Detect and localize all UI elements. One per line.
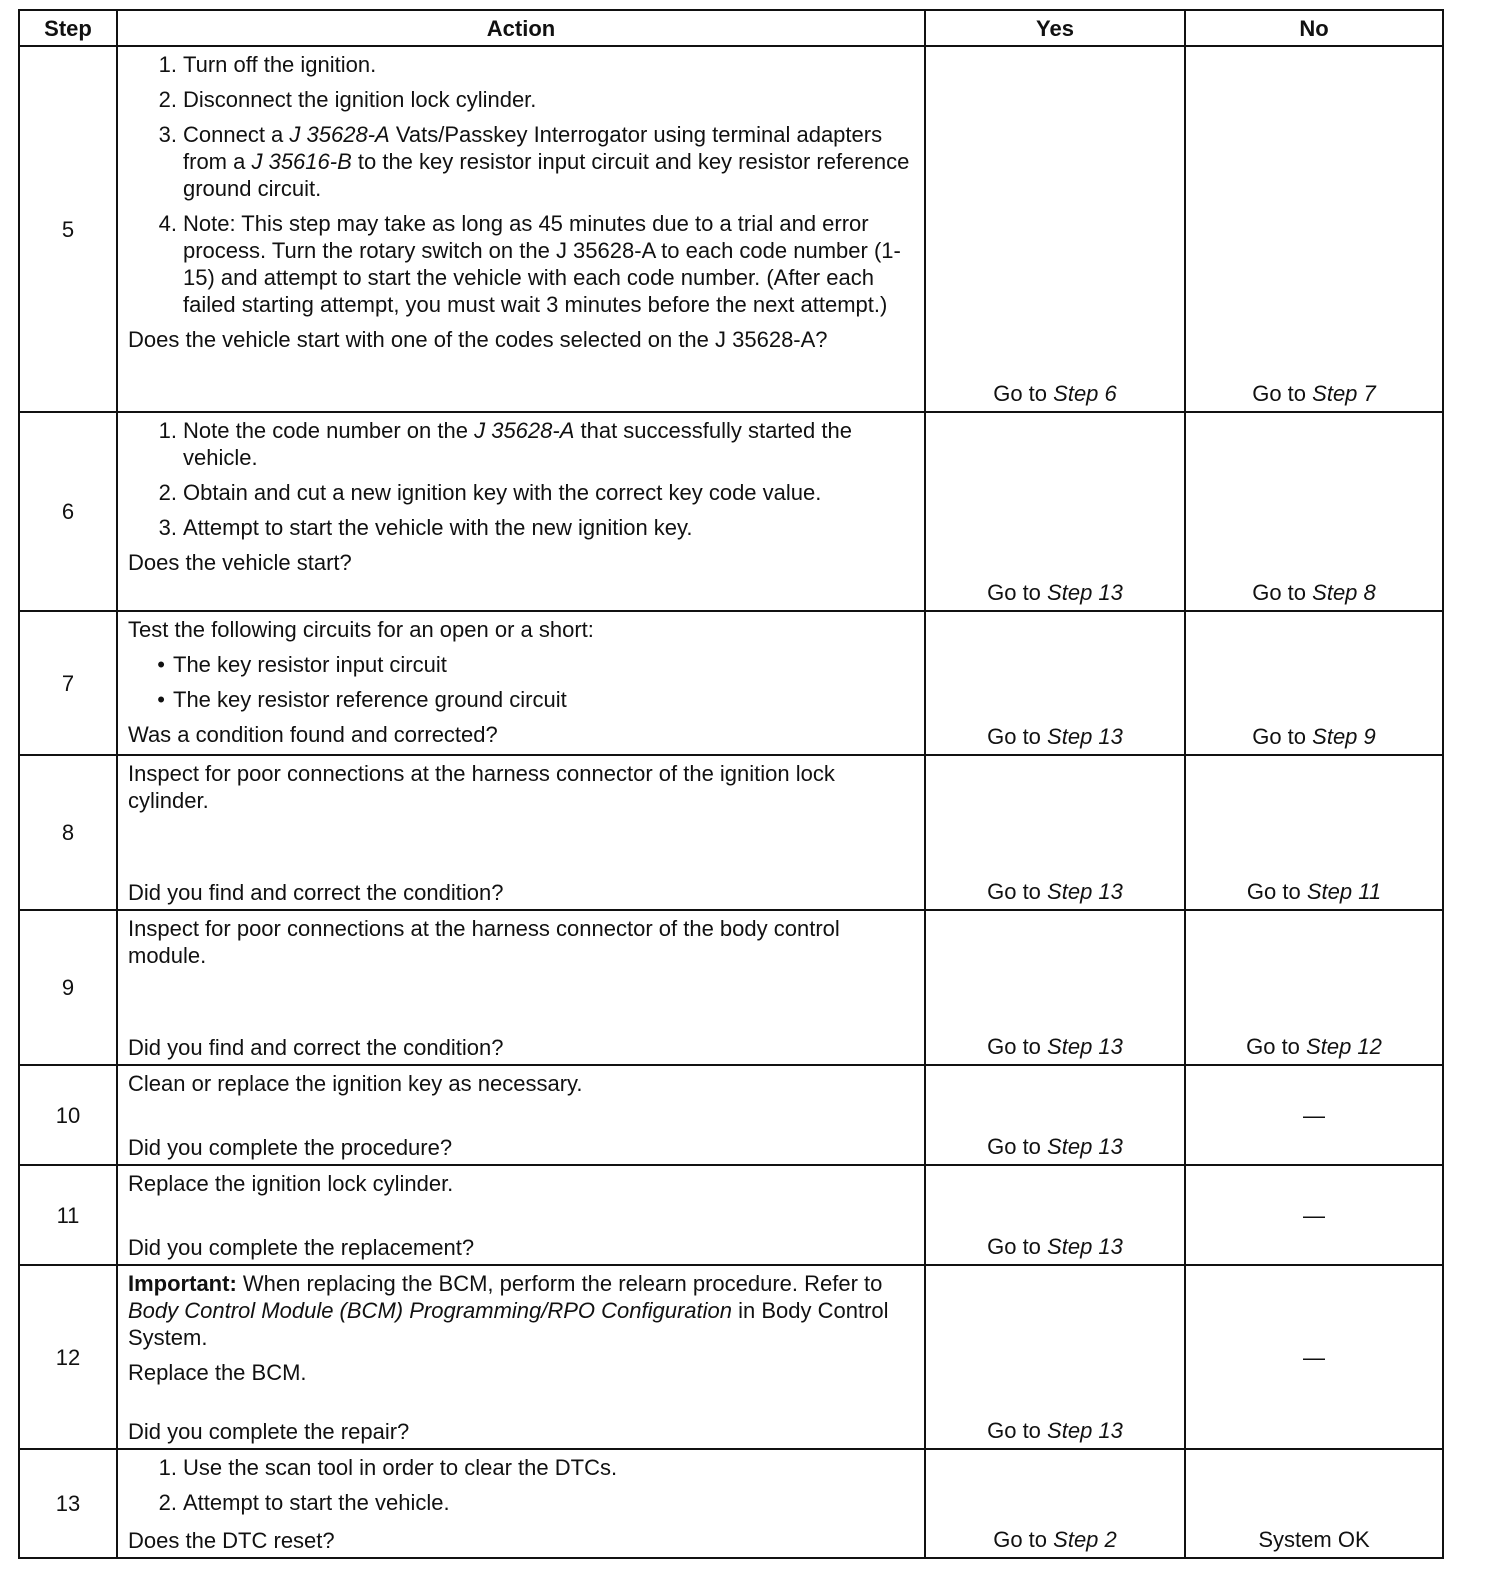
step-number: 7 [19,611,117,755]
action-text: Replace the ignition lock cylinder. [128,1171,454,1196]
diagnostic-table [18,9,1444,1559]
yes-cell: Go to Step 13 [925,910,1185,1065]
question-text: Did you complete the procedure? [128,1135,453,1160]
action-intro: Test the following circuits for an open or a short: [128,617,594,642]
no-cell: Go to Step 9 [1185,611,1443,755]
step-link: Step 13 [1047,879,1123,904]
question-text: Did you complete the repair? [128,1419,410,1444]
step-link: Step 13 [1047,1034,1123,1059]
yes-cell: Go to Step 13 [925,1065,1185,1165]
action-text: Inspect for poor connections at the harness connector of the ignition lock cylinder. [128,761,835,813]
no-cell: Go to Step 7 [1185,46,1443,412]
list-item: 1. Note the code number on the J 35628-A that successfully started the vehicle. [158,418,852,470]
question-text: Did you find and correct the condition? [128,880,504,905]
action-cell [117,412,925,611]
no-cell: — [1185,1165,1443,1265]
step-link: Step 6 [1053,381,1117,406]
step-number: 5 [19,46,117,412]
action-list [128,1454,916,1516]
table-row-step-6 [19,412,1443,611]
circuit-list [128,651,916,713]
step-number: 10 [19,1065,117,1165]
yes-cell: Go to Step 2 [925,1449,1185,1558]
question-text: Did you find and correct the condition? [128,1035,504,1060]
step-link: Step 11 [1306,879,1382,904]
list-item: 3. Connect a J 35628-A Vats/Passkey Interrogator using terminal adapters from a J 35616-B to the key resistor input circuit and key resistor reference ground circuit. [158,122,910,201]
table-row-step-13 [19,1449,1443,1558]
step-number: 8 [19,755,117,910]
step-number: 9 [19,910,117,1065]
yes-cell: Go to Step 13 [925,755,1185,910]
action-cell [117,46,925,412]
step-link: Step 13 [1047,1134,1123,1159]
yes-cell: Go to Step 13 [925,611,1185,755]
step-link: Step 13 [1047,580,1123,605]
step-link: Step 7 [1312,381,1376,406]
no-cell: Go to Step 12 [1185,910,1443,1065]
action-cell [117,1449,925,1558]
yes-cell: Go to Step 13 [925,1165,1185,1265]
list-item: • The key resistor reference ground circuit [157,687,567,712]
action-cell [117,755,925,910]
table-row-step-12 [19,1265,1443,1449]
step-number: 13 [19,1449,117,1558]
table-row-step-8 [19,755,1443,910]
list-item: 4. Note: This step may take as long as 45 minutes due to a trial and error process. Turn the rotary switch on the J 35628-A to each code number (1-15) and attempt to start the vehicle with each code number. (After each failed starting attempt, you must wait 3 minutes before the next attempt.) [158,211,901,317]
action-list [128,51,916,318]
action-cell [117,1265,925,1449]
list-item: 1. Turn off the ignition. [158,52,377,77]
table-row-step-7 [19,611,1443,755]
table-row-step-5 [19,46,1443,412]
action-cell [117,1065,925,1165]
step-link: Step 9 [1312,724,1376,749]
list-item: 2. Attempt to start the vehicle. [158,1490,450,1515]
action-cell [117,611,925,755]
list-item: 1. Use the scan tool in order to clear the DTCs. [158,1455,618,1480]
no-cell: — [1185,1265,1443,1449]
list-item: 3. Attempt to start the vehicle with the new ignition key. [158,515,693,540]
question-text: Does the vehicle start? [128,550,352,575]
question-text: Did you complete the replacement? [128,1235,475,1260]
step-link: Step 13 [1047,1418,1123,1443]
list-item: 2. Disconnect the ignition lock cylinder. [158,87,537,112]
step-link: Step 13 [1047,1234,1123,1259]
list-item: • The key resistor input circuit [157,652,447,677]
header-action: Action [117,10,925,46]
diagnostic-table-container [18,9,1444,1559]
step-link: Step 8 [1312,580,1376,605]
yes-cell: Go to Step 13 [925,1265,1185,1449]
header-no: No [1185,10,1443,46]
yes-cell: Go to Step 6 [925,46,1185,412]
header-yes: Yes [925,10,1185,46]
table-row-step-10 [19,1065,1443,1165]
action-list [128,417,916,541]
question-text: Does the DTC reset? [128,1528,335,1553]
step-number: 6 [19,412,117,611]
step-number: 12 [19,1265,117,1449]
step-link: Step 2 [1053,1527,1117,1552]
action-text: Clean or replace the ignition key as necessary. [128,1071,583,1096]
action-cell [117,1165,925,1265]
step-link: Step 13 [1047,724,1123,749]
tool-reference: J 35628-A [289,122,390,147]
action-text: Inspect for poor connections at the harness connector of the body control module. [128,916,840,968]
table-row-step-9 [19,910,1443,1065]
no-cell: Go to Step 8 [1185,412,1443,611]
action-cell [117,910,925,1065]
list-item: 2. Obtain and cut a new ignition key with the correct key code value. [158,480,822,505]
no-cell: System OK [1185,1449,1443,1558]
yes-cell: Go to Step 13 [925,412,1185,611]
document-reference: Body Control Module (BCM) Programming/RPO Configuration [128,1298,733,1323]
step-link: Step 12 [1306,1034,1382,1059]
important-note: Important: When replacing the BCM, perform the relearn procedure. Refer to Body Control Module (BCM) Programming/RPO Configuration in Body Control System. [128,1271,889,1350]
no-cell: Go to Step 11 [1185,755,1443,910]
question-text: Was a condition found and corrected? [128,722,498,747]
question-text: Does the vehicle start with one of the codes selected on the J 35628-A? [128,327,828,352]
tool-reference: J 35628-A [474,418,575,443]
header-step: Step [19,10,117,46]
header-row [19,10,1443,46]
no-cell: — [1185,1065,1443,1165]
important-label: Important: [128,1271,237,1296]
action-text: Replace the BCM. [128,1360,307,1385]
table-row-step-11 [19,1165,1443,1265]
step-number: 11 [19,1165,117,1265]
tool-reference: J 35616-B [251,149,352,174]
